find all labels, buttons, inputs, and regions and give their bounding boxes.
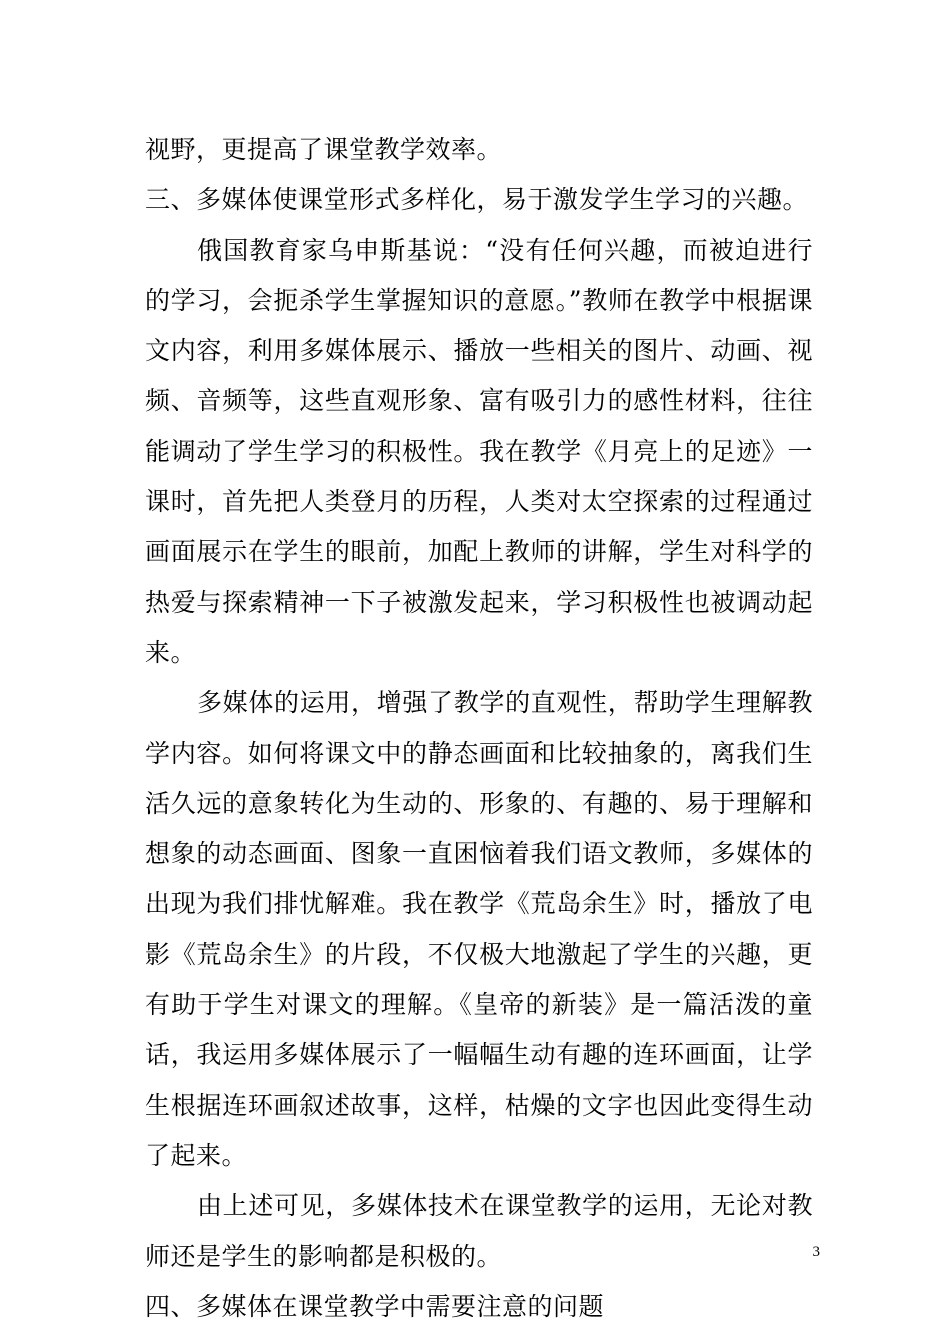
paragraph: 由上述可见，多媒体技术在课堂教学的运用，无论对教师还是学生的影响都是积极的。 (145, 1191, 813, 1271)
paragraph-continuation: 视野，更提高了课堂教学效率。 (145, 135, 503, 164)
paragraph: 多媒体的运用，增强了教学的直观性，帮助学生理解教学内容。如何将课文中的静态画面和比较抽象的，离我们生活久远的意象转化为生动的、形象的、有趣的、易于理解和想象的动态画面、图象一直困恼着我们语文教师，多媒体的出现为我们排忧解难。我在教学《荒岛余生》时，播放了电影《荒岛余生》的片段，不仅极大地激起了学生的兴趣，更有助于学生对课文的理解。《皇帝的新装》是一篇活泼的童话，我运用多媒体展示了一幅幅生动有趣的连环画面，让学生根据连环画叙述故事，这样，枯燥的文字也因此变得生动了起来。 (145, 688, 813, 1170)
paragraph: 俄国教育家乌申斯基说：“没有任何兴趣，而被迫进行的学习，会扼杀学生掌握知识的意愿。”教师在教学中根据课文内容，利用多媒体展示、播放一些相关的图片、动画、视频、音频等，这些直观形象、富有吸引力的感性材料，往往能调动了学生学习的积极性。我在教学《月亮上的足迹》一课时，首先把人类登月的历程，人类对太空探索的过程通过画面展示在学生的眼前，加配上教师的讲解，学生对科学的热爱与探索精神一下子被激发起来，学习积极性也被调动起来。 (145, 235, 813, 667)
page-number: 3 (812, 1244, 820, 1260)
body-text (145, 125, 813, 1332)
section-heading-3: 三、多媒体使课堂形式多样化，易于激发学生学习的兴趣。 (145, 185, 809, 215)
section-heading-4: 四、多媒体在课堂教学中需要注意的问题 (145, 1291, 605, 1321)
